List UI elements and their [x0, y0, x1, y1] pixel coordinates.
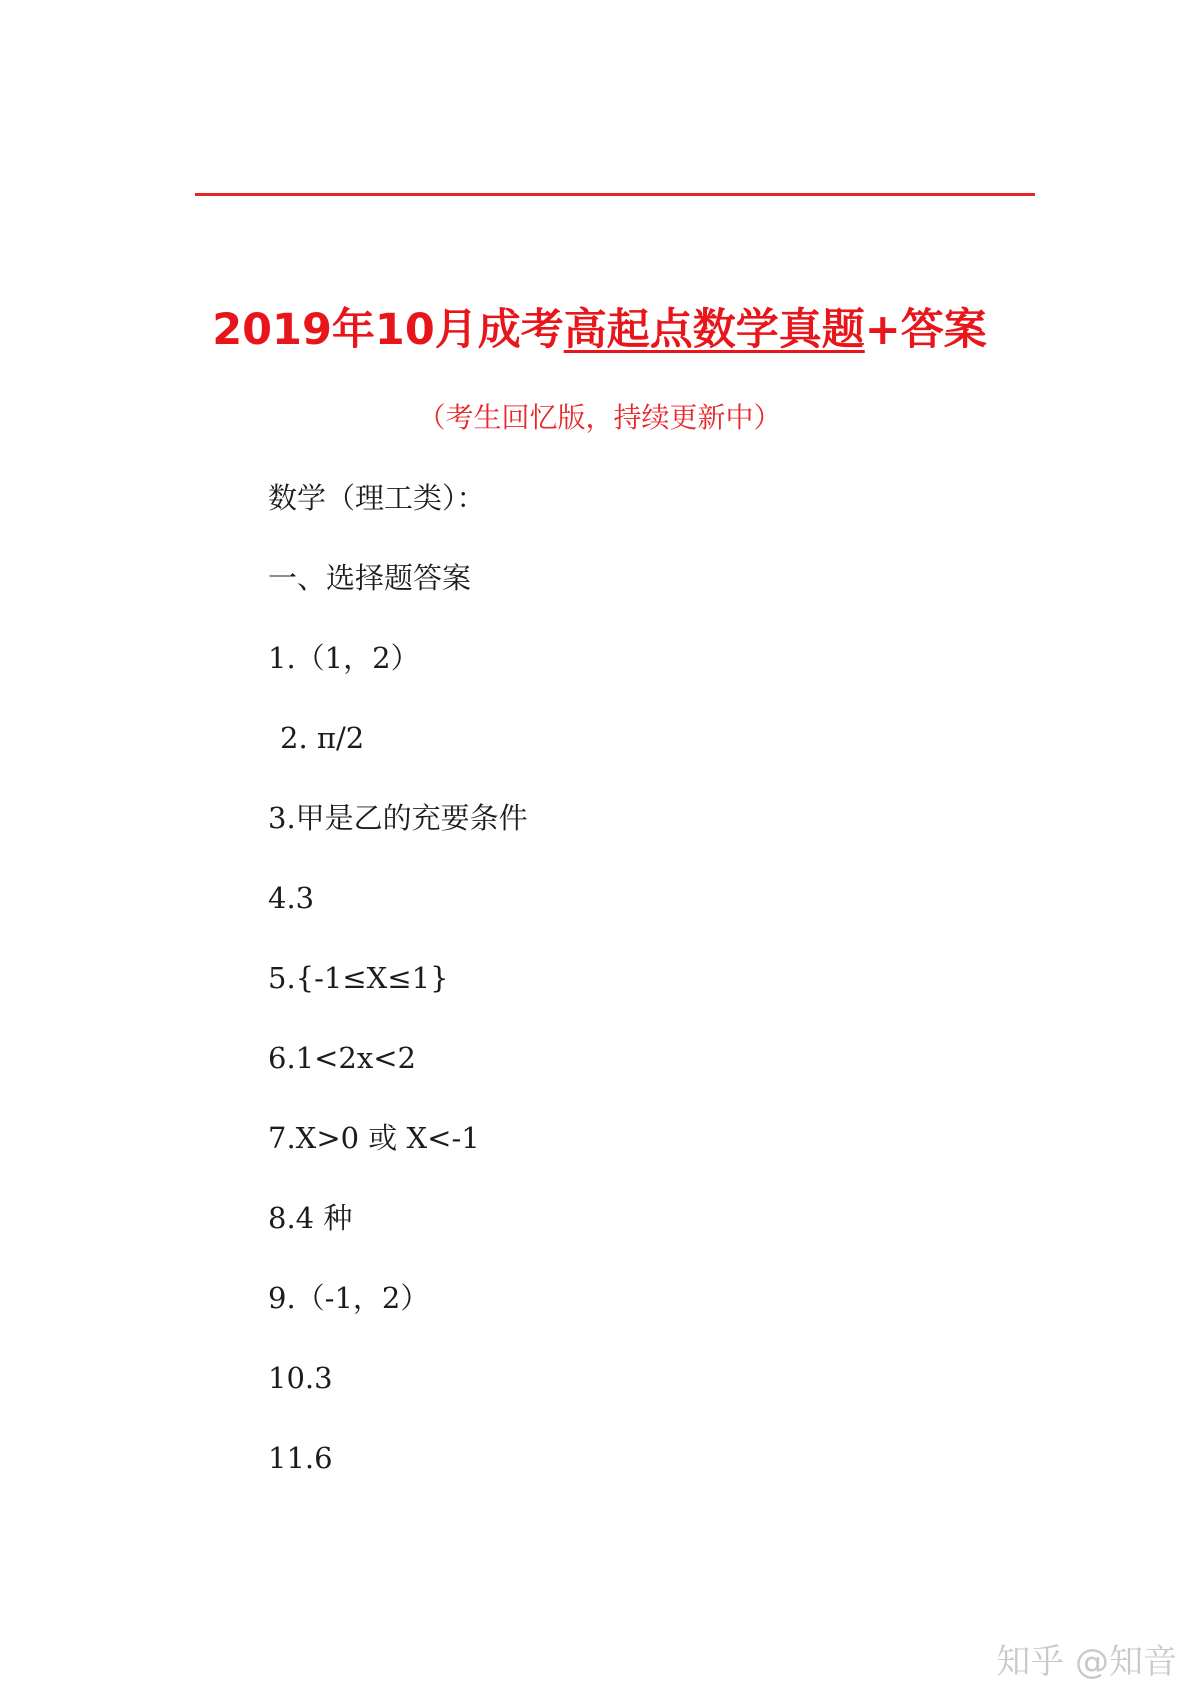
- answer-item-11: 11.6: [268, 1441, 333, 1475]
- answer-item-1: 1.（1，2）: [268, 641, 420, 675]
- answer-item-3: 3.甲是乙的充要条件: [268, 801, 528, 835]
- answer-item-4: 4.3: [268, 881, 315, 915]
- title-suffix: +答案: [864, 305, 987, 355]
- answer-item-2: 2. π/2: [280, 721, 365, 755]
- answer-item-7: 7.X>0 或 X<-1: [268, 1121, 480, 1155]
- header-red-rule: [195, 193, 1035, 196]
- answer-item-10: 10.3: [268, 1361, 333, 1395]
- answer-item-9: 9.（-1，2）: [268, 1281, 430, 1315]
- answer-item-6: 6.1<2x<2: [268, 1041, 416, 1075]
- section-heading: 一、选择题答案: [268, 561, 472, 595]
- title-prefix: 2019年10月成考: [212, 305, 564, 355]
- title-underlined: 高起点数学真题: [563, 305, 865, 355]
- answer-content: [268, 478, 1068, 1518]
- subject-heading: 数学（理工类）：: [268, 481, 486, 515]
- document-subtitle: （考生回忆版，持续更新中）: [417, 401, 782, 434]
- answer-item-5: 5.{-1≤X≤1}: [268, 961, 449, 995]
- answer-item-8: 8.4 种: [268, 1201, 353, 1235]
- zhihu-watermark: 知乎 @知音: [996, 1642, 1177, 1682]
- document-title: [0, 300, 1199, 360]
